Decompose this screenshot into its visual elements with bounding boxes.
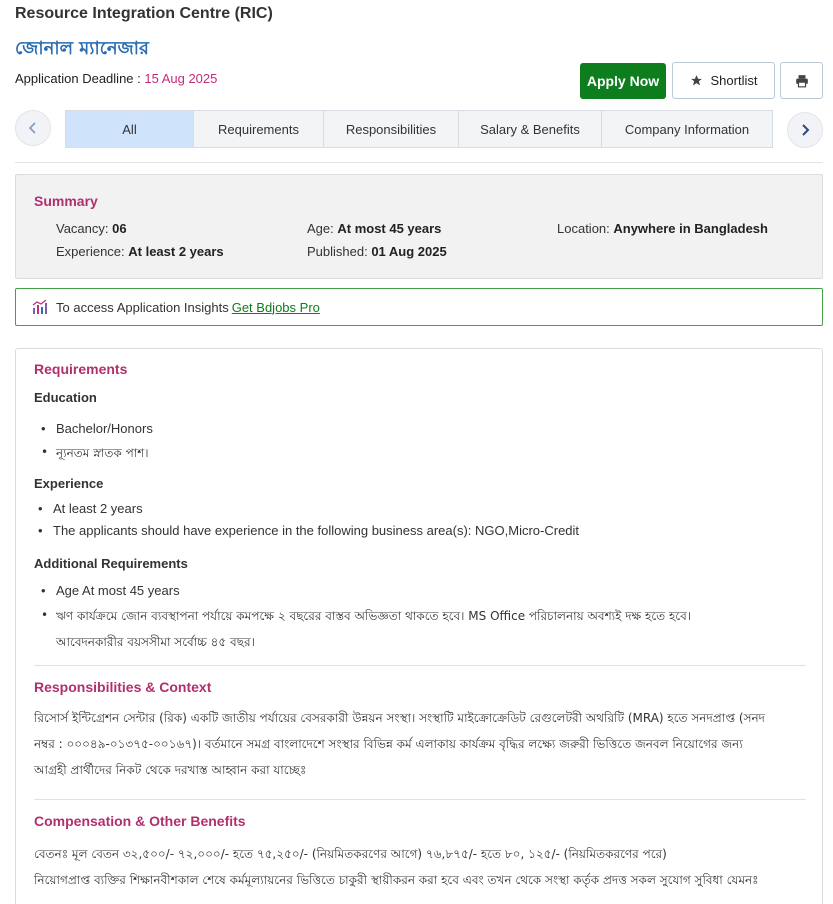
- education-heading: Education: [34, 390, 97, 405]
- experience-item: • At least 2 years: [53, 501, 143, 516]
- summary-panel: [15, 174, 823, 279]
- section-divider: [34, 799, 806, 800]
- summary-vacancy: Vacancy: 06: [56, 221, 127, 236]
- compensation-title: Compensation & Other Benefits: [34, 813, 246, 829]
- job-detail-tabs: [65, 110, 773, 148]
- tab-company-information[interactable]: Company Information: [624, 121, 750, 137]
- get-bdjobs-pro-link[interactable]: Get Bdjobs Pro: [231, 299, 320, 315]
- application-deadline: [15, 71, 217, 86]
- deadline-label: Application Deadline :: [15, 71, 145, 86]
- experience-heading: Experience: [34, 476, 104, 491]
- insights-text: To access Application Insights: [56, 299, 229, 315]
- printer-icon: [795, 74, 809, 88]
- requirements-title: Requirements: [34, 361, 128, 377]
- shortlist-label: Shortlist: [710, 73, 758, 88]
- deadline-date: 15 Aug 2025: [144, 71, 218, 86]
- tab-salary-benefits[interactable]: Salary & Benefits: [459, 111, 602, 147]
- chevron-left-icon: [28, 122, 38, 134]
- tabs-scroll-right-button[interactable]: [787, 112, 823, 148]
- experience-item: • The applicants should have experience in the following business area(s): NGO,Micro-Credit: [53, 523, 579, 538]
- tab-requirements[interactable]: Requirements: [194, 111, 324, 147]
- tabs-scroll-left-button[interactable]: [15, 110, 51, 146]
- company-name: Resource Integration Centre (RIC): [15, 5, 273, 22]
- application-insights-banner: [15, 288, 823, 326]
- tab-all[interactable]: All: [66, 111, 194, 147]
- analytics-icon: [32, 299, 48, 315]
- tab-responsibilities[interactable]: Responsibilities: [324, 111, 459, 147]
- compensation-text: বেতনঃ মূল বেতন ৩২,৫০০/- ৭২,০০০/- হতে ৭৫,২৫০/- (নিয়মিতকরণের আগে) ৭৬,৮৭৫/- হতে ৮০, ১২৫/- (নিয়মিতকরণের পরে) নিয়োগপ্রাপ্ত ব্যক্তির শিক্ষানবীশকাল শেষে কর্মমূল্যায়নের ভিত্তিতে চাকুরী স্থায়ীকরন করা হবে এবং তখন থেকে সংস্থা কর্তৃক প্রদত্ত সকল সুযোগ সুবিধা যেমনঃ: [34, 847, 759, 887]
- star-icon: [690, 74, 703, 87]
- responsibilities-text: রিসোর্স ইন্টিগ্রেশন সেন্টার (রিক) একটি জাতীয় পর্যায়ের বেসরকারী উন্নয়ন সংস্থা। সংস্থাটি মাইক্রোক্রেডিট রেগুলেটরী অথরিটি (MRA) হতে সনদপ্রাপ্ত (সনদ নম্বর : ০০০৪৯-০১৩৭৫-০০১৬৭)। বর্তমানে সমগ্র বাংলাদেশে সংস্থার বিভিন্ন কর্ম এলাকায় কার্যক্রম বৃদ্ধির লক্ষ্যে জরুরী ভিত্তিতে জনবল নিয়োগের জন্য আগ্রহী প্রার্থীদের নিকট থেকে দরখাস্ত আহ্বান করা যাচ্ছেঃ: [34, 711, 765, 777]
- apply-now-button[interactable]: Apply Now: [580, 63, 666, 99]
- summary-location: Location: Anywhere in Bangladesh: [557, 221, 768, 236]
- summary-published: Published: 01 Aug 2025: [307, 244, 447, 259]
- additional-requirements-heading: Additional Requirements: [34, 556, 188, 571]
- education-item: • ন্যূনতম স্নাতক পাশ।: [56, 445, 149, 465]
- additional-requirement-item-continued: আবেদনকারীর বয়সসীমা সর্বোচ্চ ৪৫ বছর।: [56, 635, 255, 649]
- shortlist-button[interactable]: [672, 62, 775, 99]
- section-divider: [34, 665, 806, 666]
- summary-experience: Experience: At least 2 years: [56, 244, 224, 259]
- summary-age: Age: At most 45 years: [307, 221, 442, 236]
- summary-title: Summary: [34, 193, 98, 209]
- job-title: জোনাল ম্যানেজার: [15, 38, 149, 59]
- additional-requirement-item: • ঋণ কার্যক্রমে জোন ব্যবস্থাপনা পর্যায়ে কমপক্ষে ২ বছরের বাস্তব অভিজ্ঞতা থাকতে হবে। MS Office পরিচালনায় অবশ্যই দক্ষ হতে হবে।: [56, 608, 691, 628]
- education-item: • Bachelor/Honors: [56, 421, 153, 436]
- chevron-right-icon: [800, 124, 810, 136]
- responsibilities-title: Responsibilities & Context: [34, 679, 212, 695]
- job-details-content: [15, 348, 823, 904]
- divider: [15, 162, 823, 163]
- additional-requirement-item: • Age At most 45 years: [56, 583, 180, 598]
- print-button[interactable]: [780, 62, 823, 99]
